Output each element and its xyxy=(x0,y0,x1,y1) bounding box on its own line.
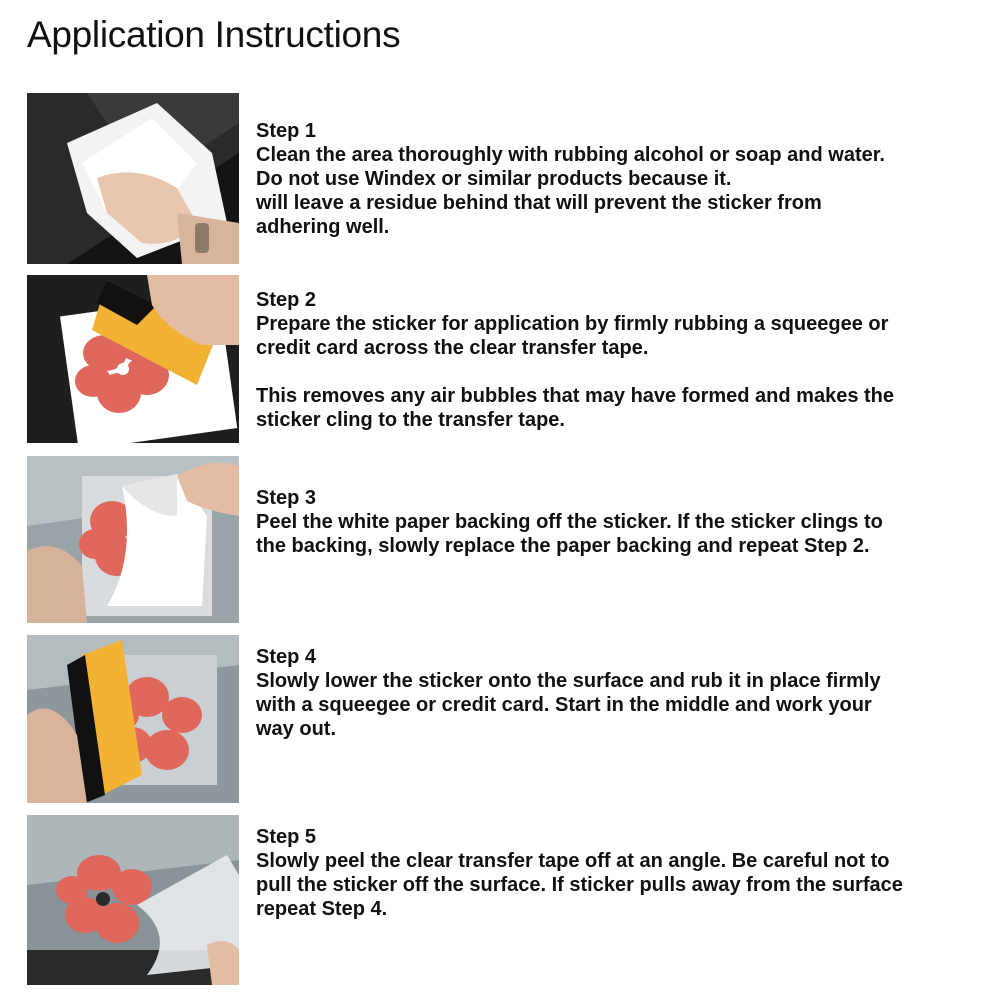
step-heading: Step 2 xyxy=(256,289,317,311)
step-line: Peel the white paper backing off the sticker. If the sticker clings to xyxy=(256,511,883,533)
step-1-text xyxy=(256,119,991,239)
page-title: Application Instructions xyxy=(27,14,401,55)
step-4-text xyxy=(256,645,991,741)
step-2-photo-squeegee-on-sticker xyxy=(27,275,239,443)
step-line: repeat Step 4. xyxy=(256,898,388,920)
step-heading: Step 1 xyxy=(256,120,317,142)
step-heading: Step 3 xyxy=(256,487,317,509)
step-3-photo-peeling-backing xyxy=(27,456,239,623)
step-heading: Step 4 xyxy=(256,646,317,668)
step-line: the backing, slowly replace the paper backing and repeat Step 2. xyxy=(256,535,870,557)
step-line: Do not use Windex or similar products because it. xyxy=(256,168,732,190)
step-line: sticker cling to the transfer tape. xyxy=(256,409,565,431)
step-line: Prepare the sticker for application by firmly rubbing a squeegee or xyxy=(256,313,889,335)
step-4-photo-applying-sticker xyxy=(27,635,239,803)
step-1-photo-cleaning-window xyxy=(27,93,239,264)
step-line: will leave a residue behind that will prevent the sticker from xyxy=(256,192,822,214)
step-heading: Step 5 xyxy=(256,826,317,848)
step-line: Slowly lower the sticker onto the surface and rub it in place firmly xyxy=(256,670,881,692)
step-5-photo-peeling-transfer-tape xyxy=(27,815,239,985)
step-5-text xyxy=(256,825,991,921)
step-line: with a squeegee or credit card. Start in the middle and work your xyxy=(256,694,872,716)
step-line: credit card across the clear transfer tape. xyxy=(256,337,649,359)
step-line: pull the sticker off the surface. If sticker pulls away from the surface xyxy=(256,874,903,896)
step-line: adhering well. xyxy=(256,216,390,238)
step-line: This removes any air bubbles that may have formed and makes the xyxy=(256,385,894,407)
step-line: Clean the area thoroughly with rubbing alcohol or soap and water. xyxy=(256,144,885,166)
step-3-text xyxy=(256,486,991,558)
step-2-text xyxy=(256,288,991,432)
step-line: way out. xyxy=(256,718,337,740)
step-line: Slowly peel the clear transfer tape off at an angle. Be careful not to xyxy=(256,850,890,872)
